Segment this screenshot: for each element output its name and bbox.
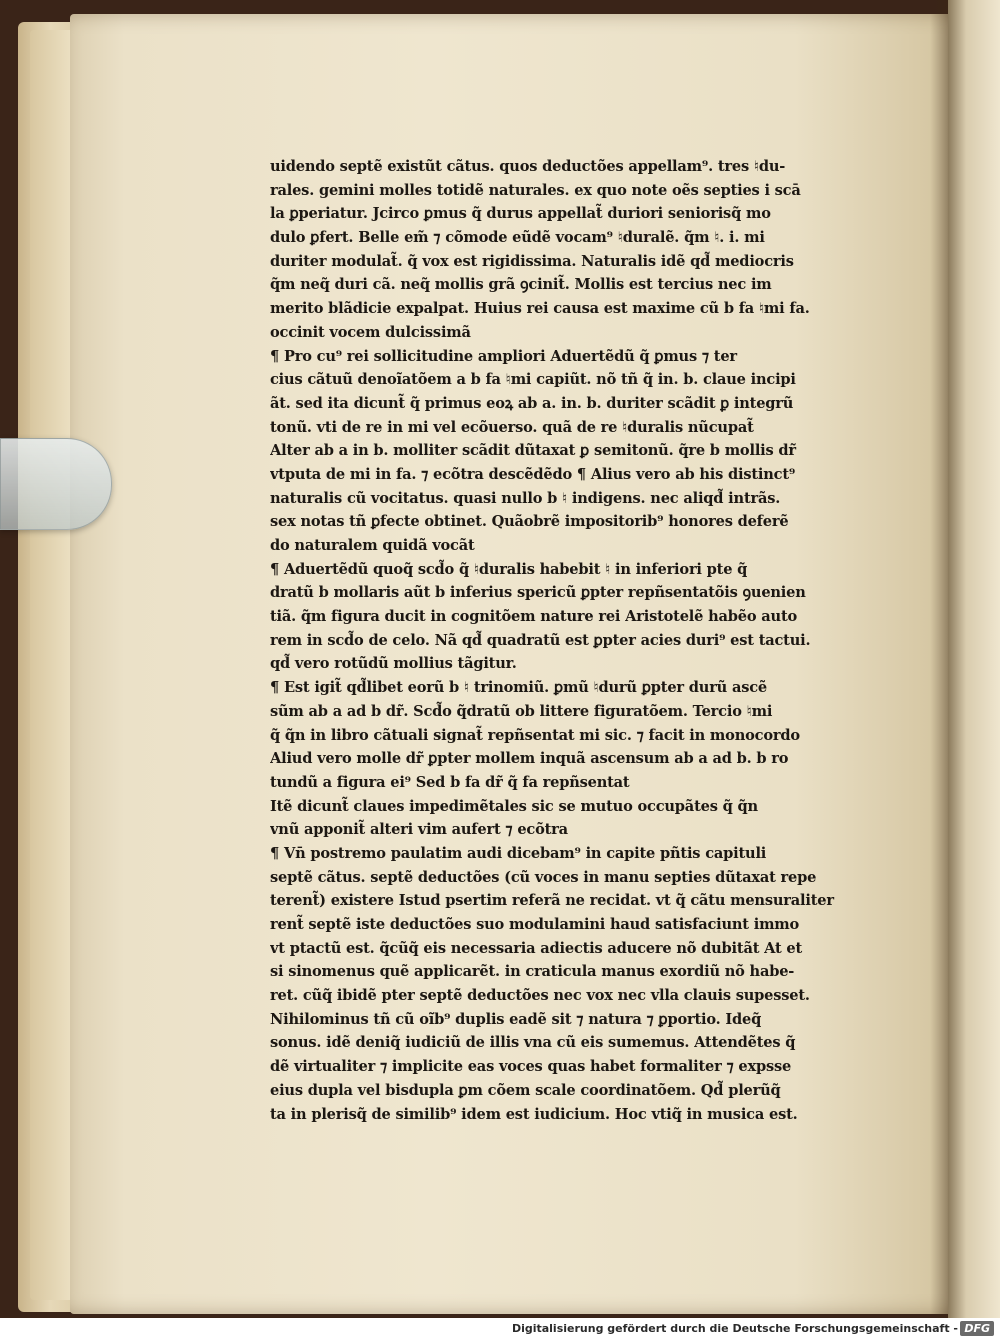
text-line: dratũ b mollaris aũt b inferius spericũ ꝑpter repñsentatõis ꝯuenien [270,584,806,602]
text-line: q̃m neq̃ duri cã. neq̃ mollis grã ꝯcinit̃. Mollis est tercius nec im [270,276,772,294]
text-line: sũm ab a ad b dr̃. Scd̃o q̃dratũ ob littere figuratõem. Tercio ♮mi [270,702,773,720]
text-line: tundũ a figura ei⁹ Sed b fa dr̃ q̃ fa repñsentat [270,773,630,791]
text-line: ¶ Aduertẽdũ quoq̃ scd̃o q̃ ♮duralis habebit ♮ in inferiori pte q̃ [270,560,748,578]
text-line: naturalis cũ vocitatus. quasi nullo b ♮ indigens. nec aliqd̃ intrãs. [270,489,781,507]
text-line: ãt. sed ita dicunt̃ q̃ primus eoꝝ ab a. in. b. duriter scãdit ꝑ integrũ [270,394,794,412]
text-line: ¶ Pro cu⁹ rei sollicitudine ampliori Aduertẽdũ q̃ ꝑmus ⁊ ter [270,347,737,365]
dfg-logo-icon: DFG [960,1321,994,1336]
text-line: uidendo septẽ existũt cãtus. quos deductões appellam⁹. tres ♮du- [270,158,786,175]
text-line: vtputa de mi in fa. ⁊ ecõtra descẽdẽdo ¶ Alius vero ab his distinct⁹ [270,465,796,483]
text-line: Nihilominus tñ cũ oĩb⁹ duplis eadẽ sit ⁊ natura ⁊ ꝑportio. Ideq̃ [270,1010,762,1028]
footer-bar [0,1318,1000,1340]
text-line: ret. cũq̃ ibidẽ pter septẽ deductões nec vox nec vlla clauis supesset. [270,987,810,1005]
text-line: sex notas tñ ꝑfecte obtinet. Quãobrẽ impositorib⁹ honores deferẽ [270,513,789,531]
text-line: vt ptactũ est. q̃cũq̃ eis necessaria adiectis aducere nõ dubitãt At et [270,939,803,957]
text-line: rales. gemini molles totidẽ naturales. ex quo note oẽs septies i scā [270,181,801,199]
text-line: Itẽ dicunt̃ claues impedimẽtales sic se mutuo occupãtes q̃ q̃n [270,797,758,815]
text-line: Alter ab a in b. molliter scãdit dũtaxat ꝑ semitonũ. q̃re b mollis dr̃ [270,442,796,460]
text-line: si sinomenus quẽ applicarẽt. in craticula manus exordiũ nõ habe- [270,963,795,981]
text-line: ta in plerisq̃ de similib⁹ idem est iudicium. Hoc vtiq̃ in musica est. [270,1105,798,1123]
text-line: q̃ q̃n in libro cãtuali signat̃ repñsentat mi sic. ⁊ facit in monocordo [270,726,800,744]
text-line: Aliud vero molle dr̃ ꝑpter mollem inquã ascensum ab a ad b. b ro [270,750,789,768]
text-line: merito blãdicie expalpat. Huius rei causa est maxime cũ b fa ♮mi fa. [270,300,810,318]
text-line: cius cãtuũ denoĩatõem a b fa ♮mi capiũt. nõ tñ q̃ in. b. claue incipi [270,371,796,389]
text-line: septẽ cãtus. septẽ deductões (cũ voces in manu septies dũtaxat repe [270,868,817,886]
text-line: dulo ꝑfert. Belle em̃ ⁊ cõmode eũdẽ vocam⁹ ♮duralẽ. q̃m ♮. i. mi [270,229,765,247]
text-line: duriter modulat̃. q̃ vox est rigidissima. Naturalis idẽ qd̃ mediocris [270,252,794,270]
text-line: terent̃) existere Istud psertim referã ne recidat. vt q̃ cãtu mensuraliter [270,892,834,910]
text-line: eius dupla vel bisdupla ꝑm cõem scale coordinatõem. Qd̃ plerũq̃ [270,1081,781,1099]
text-line: ¶ Vn̄ postremo paulatim audi dicebam⁹ in capite pñtis capituli [270,844,767,862]
text-line: vnũ apponit̃ alteri vim aufert ⁊ ecõtra [270,821,568,839]
text-line: sonus. idẽ deniq̃ iudiciũ de illis vna cũ eis sumemus. Attendẽtes q̃ [270,1034,796,1052]
text-line: rent̃ septẽ iste deductões suo modulamini haud satisfaciunt immo [270,916,800,933]
text-line: la ꝑperiatur. Jcirco ꝑmus q̃ durus appellat̃ duriori seniorisq̃ mo [270,205,771,223]
text-line: tonũ. vti de re in mi vel ecõuerso. quã de re ♮duralis nũcupat̃ [270,418,754,436]
text-line: qd̃ vero rotũdũ mollius tãgitur. [270,655,517,673]
text-line: do naturalem quidã vocãt [270,537,475,554]
text-line: dẽ virtualiter ⁊ implicite eas voces quas habet formaliter ⁊ expsse [270,1058,792,1076]
printed-text-block [270,155,885,1126]
text-line: rem in scd̃o de celo. Nã qd̃ quadratũ est ꝑpter acies duri⁹ est tactui. [270,631,811,649]
text-line: ¶ Est igit̃ qd̃libet eorũ b ♮ trinomiũ. ꝑmũ ♮durũ ꝑpter durũ ascẽ [270,679,768,697]
right-page-edge [948,0,1000,1318]
digitization-credit: Digitalisierung gefördert durch die Deutsche Forschungsgemeinschaft - [511,1322,958,1335]
page-clip [0,438,112,530]
text-line: occinit vocem dulcissimã [270,323,471,341]
text-line: tiã. q̃m figura ducit in cognitõem nature rei Aristotelẽ habẽo auto [270,608,798,626]
